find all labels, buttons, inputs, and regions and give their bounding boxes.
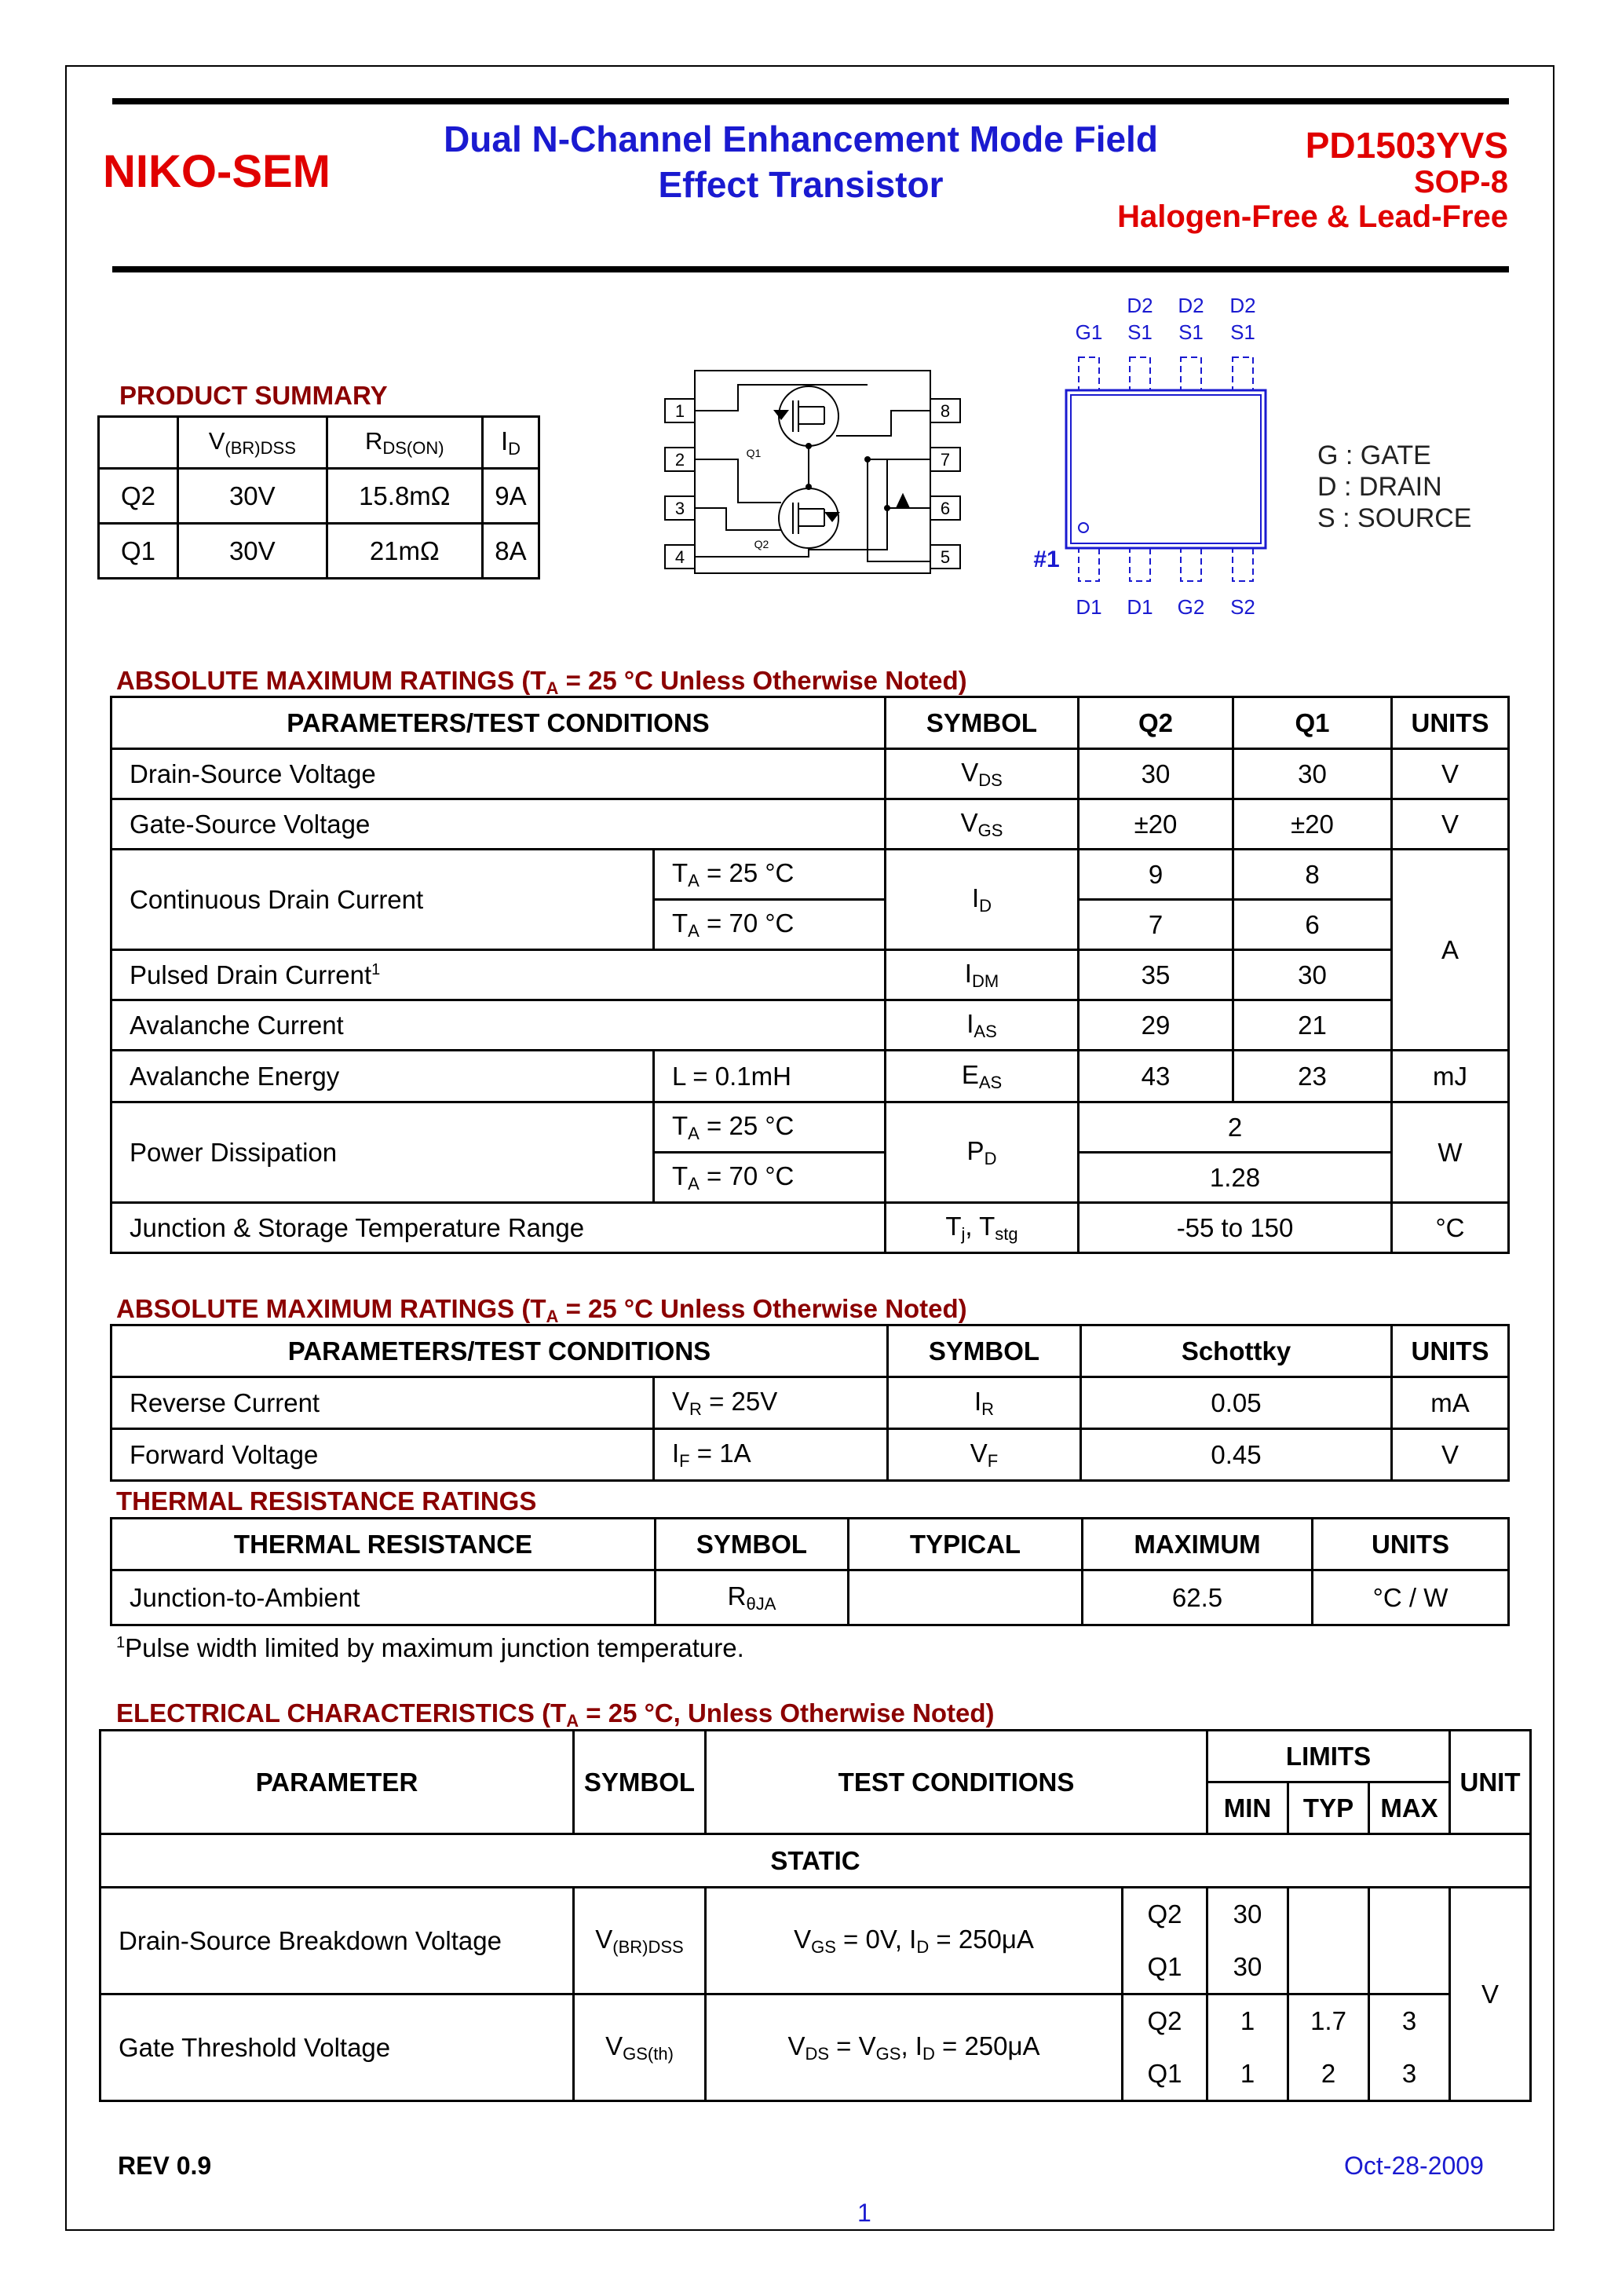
package-type: SOP-8 — [1413, 165, 1508, 199]
svg-text:S1: S1 — [1178, 320, 1204, 344]
revision: REV 0.9 — [118, 2152, 212, 2180]
product-summary-title: PRODUCT SUMMARY — [119, 381, 388, 410]
table-row: Continuous Drain Current $T_A = 25$ °C $I_D$ 9 8 A — [111, 850, 1509, 900]
package-diagram — [1021, 291, 1311, 628]
table-row: Q1 30V 21mΩ 8A — [99, 524, 539, 579]
svg-text:S1: S1 — [1127, 320, 1153, 344]
svg-text:D1: D1 — [1127, 595, 1153, 619]
svg-text:7: 7 — [940, 450, 951, 470]
svg-text:#1: #1 — [1033, 547, 1060, 572]
brand-logo: NIKO-SEM — [103, 146, 331, 197]
table-row: $V_{(BR)DSS}$ $R_{DS(ON)}$ $I_D$ — [99, 417, 539, 469]
header-rule — [112, 266, 1509, 272]
product-summary-table — [97, 415, 540, 579]
svg-text:D2: D2 — [1178, 294, 1204, 317]
date: Oct-28-2009 — [1344, 2152, 1484, 2180]
table-row: Power Dissipation $T_A = 25$ °C $P_D$ 2 W — [111, 1102, 1509, 1153]
table-row: Q2 30V 15.8mΩ 9A — [99, 469, 539, 524]
table-row: STATIC — [100, 1834, 1531, 1888]
table-row: $T_A = 70$ °C 1.28 — [111, 1153, 1509, 1203]
svg-text:1: 1 — [674, 401, 685, 421]
table-row: Avalanche Energy L = 0.1mH $E_{AS}$ 43 23 mJ — [111, 1051, 1509, 1102]
table-row: MIN TYP MAX — [100, 1782, 1531, 1834]
part-number: PD1503YVS — [1305, 125, 1508, 166]
svg-text:2: 2 — [674, 450, 685, 470]
footnote: $^1$Pulse width limited by maximum junction temperature. — [116, 1633, 744, 1662]
svg-text:5: 5 — [940, 547, 951, 567]
compliance: Halogen-Free & Lead-Free — [1117, 199, 1508, 234]
svg-text:8: 8 — [940, 401, 951, 421]
table-row: THERMAL RESISTANCE SYMBOL TYPICAL MAXIMUM UNITS — [111, 1519, 1509, 1570]
absolute-max-ratings-table — [110, 696, 1510, 1254]
svg-text:Q2: Q2 — [754, 538, 769, 550]
table-row: PARAMETERS/TEST CONDITIONS SYMBOL Q2 Q1 UNITS — [111, 697, 1509, 749]
svg-text:3: 3 — [674, 499, 685, 518]
page-number: 1 — [857, 2199, 871, 2227]
table-row: Pulsed Drain Current$^1$ $I_{DM}$ 35 30 — [111, 950, 1509, 1000]
table-row: Forward Voltage $I_F = 1A$ $V_F$ 0.45 V — [111, 1429, 1509, 1481]
table-row: Gate Threshold Voltage $V_{GS(th)}$ $V_{DS} = V_{GS}$, $I_D = 250\mu A$ Q2 1 1.7 3 — [100, 1994, 1531, 2048]
svg-text:D2: D2 — [1127, 294, 1153, 317]
part-info — [1117, 126, 1508, 234]
table-row: Junction & Storage Temperature Range $T_j$, $T_{stg}$ -55 to 150 °C — [111, 1203, 1509, 1253]
table-row: Junction-to-Ambient $R_{\theta JA}$ 62.5 °C / W — [111, 1570, 1509, 1625]
svg-text:S2: S2 — [1230, 595, 1255, 619]
amr2-title: ABSOLUTE MAXIMUM RATINGS ($T_A = 25$ °C Unless Otherwise Noted) — [116, 1294, 967, 1326]
top-rule — [112, 98, 1509, 104]
svg-text:D2: D2 — [1229, 294, 1256, 317]
table-row: Avalanche Current $I_{AS}$ 29 21 — [111, 1000, 1509, 1051]
document-title: Dual N-Channel Enhancement Mode Field Effect Transistor — [444, 119, 1158, 205]
schottky-ratings-table — [110, 1324, 1510, 1482]
table-row: $T_A = 70$ °C 7 6 — [111, 900, 1509, 950]
svg-text:S1: S1 — [1230, 320, 1255, 344]
table-row: Q1 1 2 3 — [100, 2048, 1531, 2101]
circuit-schematic — [663, 369, 977, 581]
svg-text:4: 4 — [674, 547, 685, 567]
thermal-table — [110, 1517, 1510, 1626]
amr1-title: ABSOLUTE MAXIMUM RATINGS ($T_A = 25$ °C Unless Otherwise Noted) — [116, 666, 967, 698]
table-row: Gate-Source Voltage $V_{GS}$ ±20 ±20 V — [111, 799, 1509, 850]
svg-text:Q1: Q1 — [746, 447, 762, 459]
table-row: Q1 30 — [100, 1941, 1531, 1994]
svg-text:G1: G1 — [1075, 320, 1103, 344]
svg-text:D1: D1 — [1076, 595, 1102, 619]
table-row: Drain-Source Voltage $V_{DS}$ 30 30 V — [111, 749, 1509, 799]
table-row: PARAMETER SYMBOL TEST CONDITIONS LIMITS UNIT — [100, 1731, 1531, 1782]
thermal-title: THERMAL RESISTANCE RATINGS — [116, 1486, 537, 1515]
elec-title: ELECTRICAL CHARACTERISTICS ($T_A = 25$ °C, Unless Otherwise Noted) — [116, 1698, 995, 1731]
table-row: Reverse Current $V_R = 25V$ $I_R$ 0.05 mA — [111, 1377, 1509, 1429]
table-row: Drain-Source Breakdown Voltage $V_{(BR)DSS}$ $V_{GS} = 0V$, $I_D = 250\mu A$ Q2 30 V — [100, 1888, 1531, 1941]
svg-text:6: 6 — [940, 499, 951, 518]
table-row: PARAMETERS/TEST CONDITIONS SYMBOL Schottky UNITS — [111, 1325, 1509, 1377]
svg-text:G2: G2 — [1177, 595, 1205, 619]
electrical-characteristics-table — [99, 1729, 1532, 2102]
pin-legend: G : GATE D : DRAIN S : SOURCE — [1317, 441, 1472, 533]
